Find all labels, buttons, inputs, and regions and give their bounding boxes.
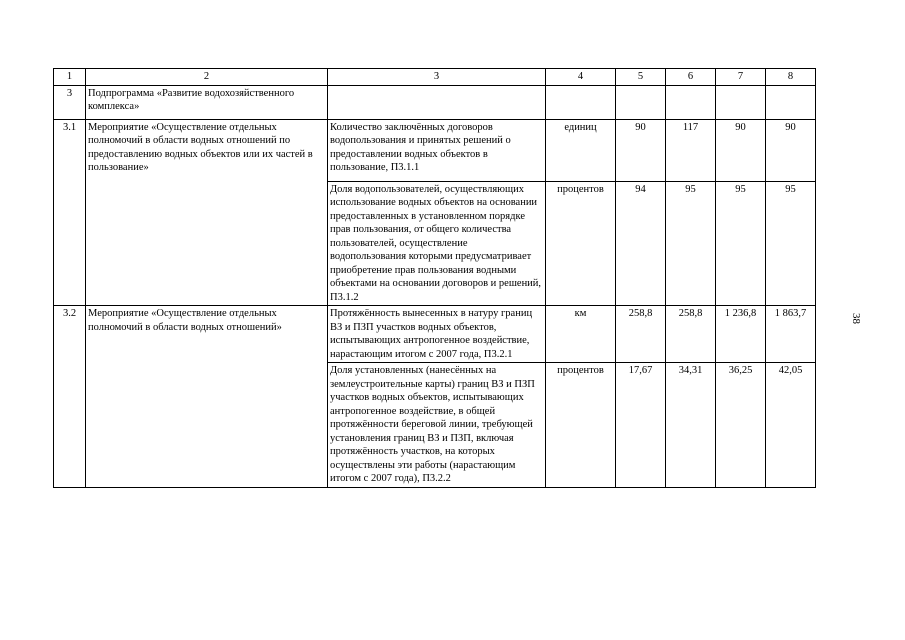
- empty-cell: [766, 85, 816, 119]
- table-row: [54, 306, 816, 363]
- measure-number: 3.2: [54, 306, 86, 488]
- indicator-value: 258,8: [666, 306, 716, 363]
- indicator-value: 42,05: [766, 363, 816, 488]
- indicator-value: 90: [716, 119, 766, 181]
- column-number: 2: [86, 69, 328, 86]
- indicator-name: Количество заключённых договоров водопользования и принятых решений о предоставлении водных объектов в пользование, П3.1.1: [328, 119, 546, 181]
- indicator-value: 1 863,7: [766, 306, 816, 363]
- measure-title: Мероприятие «Осуществление отдельных полномочий в области водных отношений по предоставлению водных объектов или их частей в пользование»: [86, 119, 328, 306]
- empty-cell: [328, 85, 546, 119]
- indicator-value: 117: [666, 119, 716, 181]
- indicator-value: 95: [716, 181, 766, 306]
- indicator-name: Доля водопользователей, осуществляющих использование водных объектов на основании предоставленных в установленном порядке прав пользования, от общего количества пользователей, осуществление водопользования которыми предусматривает приобретение прав пользования водными объектами на основании договоров и решений, П3.1.2: [328, 181, 546, 306]
- table-row: [54, 119, 816, 181]
- indicator-value: 36,25: [716, 363, 766, 488]
- column-number: 7: [716, 69, 766, 86]
- indicator-value: 90: [616, 119, 666, 181]
- empty-cell: [716, 85, 766, 119]
- indicator-value: 17,67: [616, 363, 666, 488]
- column-number: 1: [54, 69, 86, 86]
- page-number: 38: [850, 313, 862, 324]
- indicator-unit: км: [546, 306, 616, 363]
- subprogram-number: 3: [54, 85, 86, 119]
- indicator-unit: процентов: [546, 363, 616, 488]
- indicator-name: Доля установленных (нанесённых на землеустроительные карты) границ ВЗ и ПЗП участков водных объектов, испытывающих антропогенное воздействие, в общей протяжённости береговой линии, требующей установления границ ВЗ и ПЗП, включая протяжённость участков, на которых осуществлены эти работы (нарастающим итогом с 2007 года), П3.2.2: [328, 363, 546, 488]
- indicator-value: 34,31: [666, 363, 716, 488]
- empty-cell: [546, 85, 616, 119]
- indicator-unit: единиц: [546, 119, 616, 181]
- subprogram-title: Подпрограмма «Развитие водохозяйственного комплекса»: [86, 85, 328, 119]
- indicator-value: 258,8: [616, 306, 666, 363]
- indicator-value: 90: [766, 119, 816, 181]
- column-number: 3: [328, 69, 546, 86]
- column-number: 5: [616, 69, 666, 86]
- column-number: 4: [546, 69, 616, 86]
- indicator-value: 95: [666, 181, 716, 306]
- empty-cell: [616, 85, 666, 119]
- measure-number: 3.1: [54, 119, 86, 306]
- indicator-value: 1 236,8: [716, 306, 766, 363]
- subprogram-row: [54, 85, 816, 119]
- indicator-name: Протяжённость вынесенных в натуру границ ВЗ и ПЗП участков водных объектов, испытывающих антропогенное воздействие, нарастающим итогом с 2007 года, П3.2.1: [328, 306, 546, 363]
- indicator-value: 95: [766, 181, 816, 306]
- indicator-value: 94: [616, 181, 666, 306]
- indicators-table: [53, 68, 816, 488]
- column-number: 6: [666, 69, 716, 86]
- column-number-row: [54, 69, 816, 86]
- column-number: 8: [766, 69, 816, 86]
- indicator-unit: процентов: [546, 181, 616, 306]
- empty-cell: [666, 85, 716, 119]
- measure-title: Мероприятие «Осуществление отдельных полномочий в области водных отношений»: [86, 306, 328, 488]
